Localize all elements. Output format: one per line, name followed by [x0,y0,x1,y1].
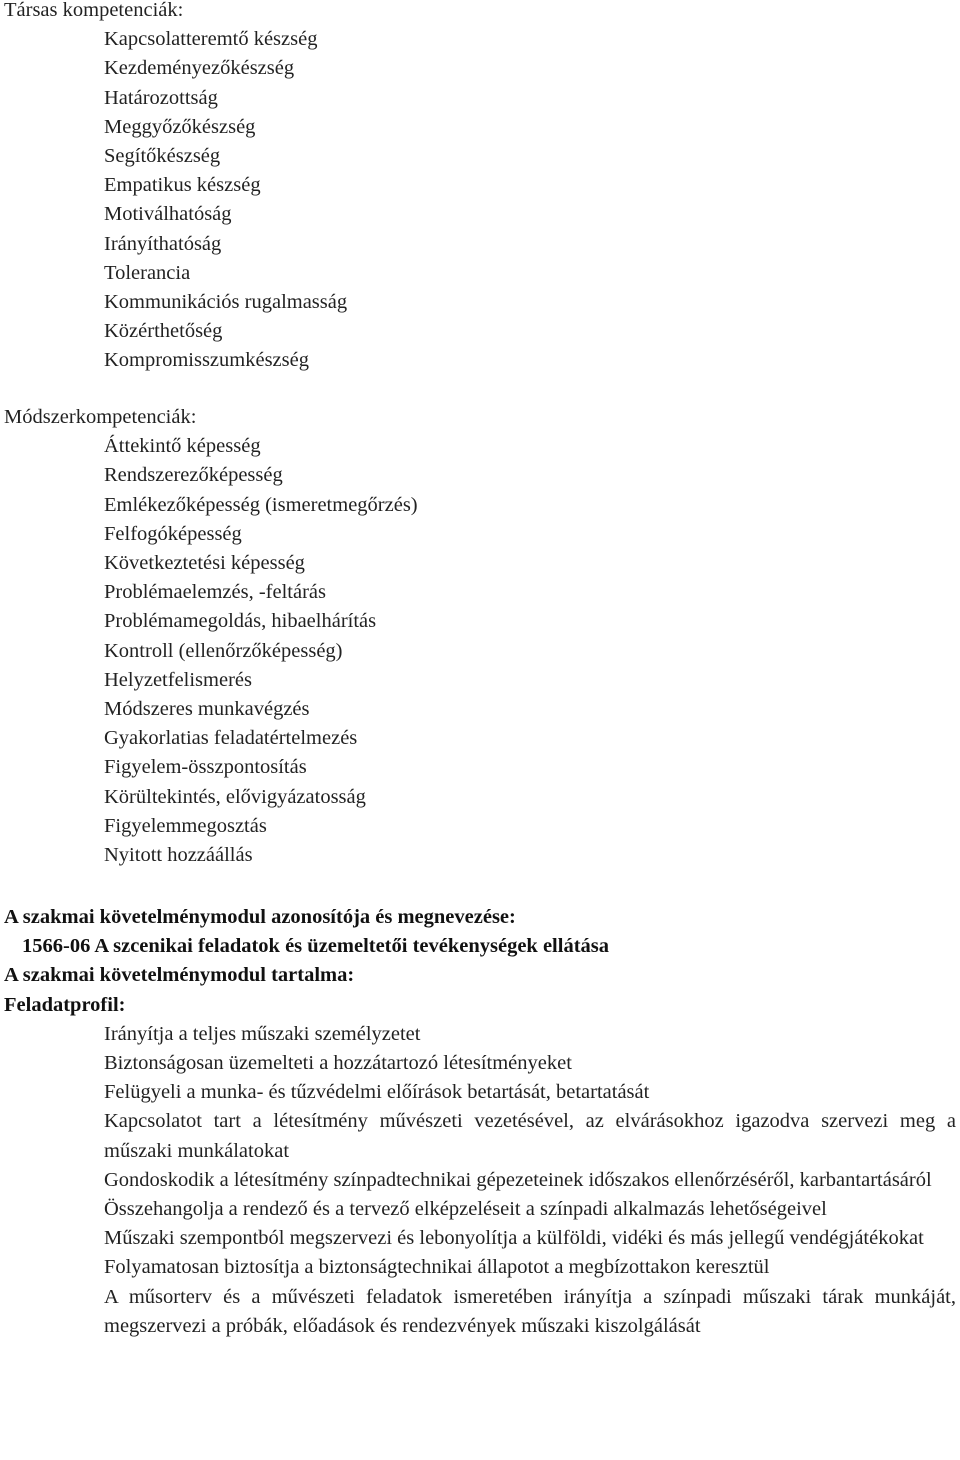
list-item: Meggyőzőkészség [104,115,256,138]
module-content-title: A szakmai követelménymodul tartalma: [4,964,355,987]
module-id-title: A szakmai követelménymodul azonosítója és megnevezése: [4,906,516,928]
list-item: Kommunikációs rugalmasság [104,291,348,314]
list-item: Kontroll (ellenőrzőképesség) [104,639,343,662]
method-competencies-title: Módszerkompetenciák: [4,406,197,428]
list-item: Problémamegoldás, hibaelhárítás [104,610,377,633]
profile-list [0,1020,960,1341]
list-item: Gyakorlatias feladatértelmezés [104,727,358,750]
social-competencies-title: Társas kompetenciák: [4,0,184,21]
list-item: Felügyeli a munka- és tűzvédelmi előírások betartását, betartatását [104,1081,650,1104]
social-competencies-section [0,0,347,376]
list-item: Problémaelemzés, -feltárás [104,581,326,604]
list-item: Folyamatosan biztosítja a biztonságtechnikai állapotot a megbízottakon keresztül [104,1256,770,1279]
list-item: Kezdeményezőkészség [104,57,295,80]
module-section [0,903,960,1341]
list-item: Közérthetőség [104,320,223,343]
list-item: Határozottság [104,86,218,109]
list-item: Motiválhatóság [104,203,232,226]
list-item: Nyitott hozzáállás [104,844,253,867]
list-item: Kapcsolatot tart a létesítmény művészeti vezetésével, az elvárásokhoz igazodva szervezi meg a műszaki munkálatokat [104,1110,956,1162]
list-item: Összehangolja a rendező és a tervező elképzeléseit a színpadi alkalmazás lehetőségeivel [104,1198,827,1221]
list-item: Kapcsolatteremtő készség [104,28,318,51]
list-item: Figyelem-összpontosítás [104,756,307,779]
list-item: Műszaki szempontból megszervezi és lebonyolítja a külföldi, vidéki és más jellegű vendégjátékokat [104,1227,924,1250]
list-item: Segítőkészség [104,145,221,168]
list-item: A műsorterv és a művészeti feladatok ismeretében irányítja a színpadi műszaki tárak munkáját, megszervezi a próbák, előadások és rendezvények műszaki kiszolgálását [104,1285,956,1337]
list-item: Áttekintő képesség [104,435,261,458]
list-item: Rendszerezőképesség [104,464,283,487]
list-item: Irányíthatóság [104,232,222,255]
list-item: Gondoskodik a létesítmény színpadtechnikai gépezeteinek időszakos ellenőrzéséről, karbantartásáról [104,1168,932,1191]
list-item: Módszeres munkavégzés [104,698,310,721]
list-item: Biztonságosan üzemelteti a hozzátartozó létesítményeket [104,1052,572,1075]
list-item: Figyelemmegosztás [104,814,267,837]
list-item: Tolerancia [104,261,191,284]
method-competencies-section [0,403,418,870]
method-competencies-list [0,432,418,870]
list-item: Empatikus készség [104,174,261,197]
list-item: Körültekintés, elővigyázatosság [104,785,366,808]
module-id-value: 1566-06 A szcenikai feladatok és üzemeltetői tevékenységek ellátása [22,935,610,958]
list-item: Irányítja a teljes műszaki személyzetet [104,1022,421,1045]
list-item: Felfogóképesség [104,522,242,545]
social-competencies-list [0,25,347,375]
profile-title: Feladatprofil: [4,993,126,1016]
list-item: Helyzetfelismerés [104,668,252,691]
list-item: Következtetési képesség [104,552,305,575]
list-item: Kompromisszumkészség [104,349,309,372]
list-item: Emlékezőképesség (ismeretmegőrzés) [104,493,418,516]
